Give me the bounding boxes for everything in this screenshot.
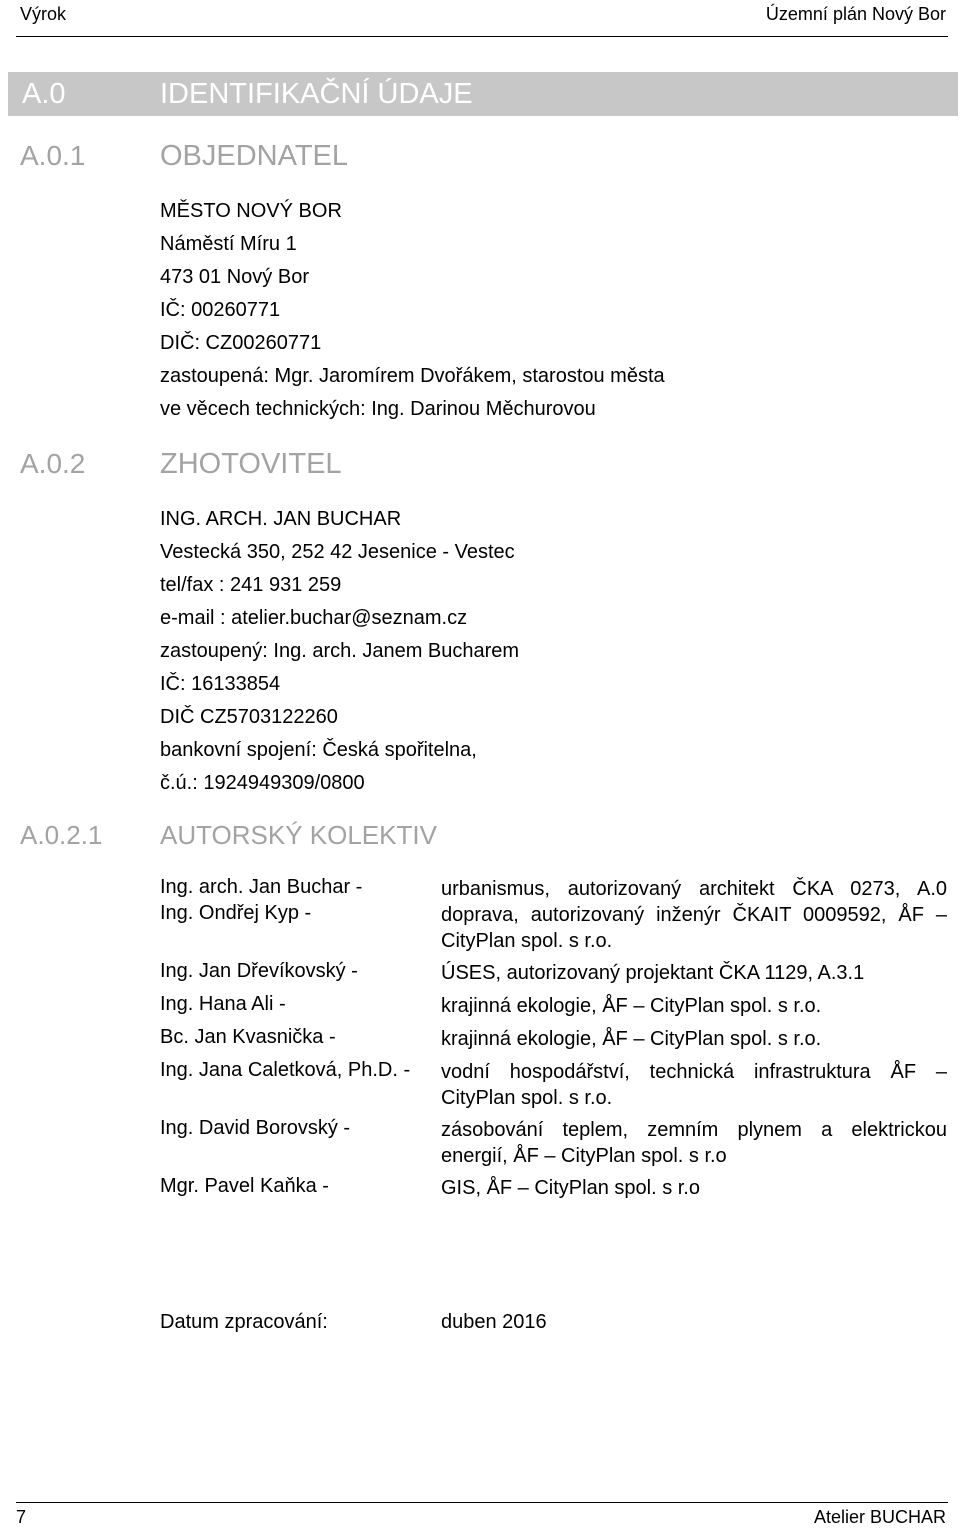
- zhotovitel-line: ING. ARCH. JAN BUCHAR: [160, 508, 402, 530]
- team-member-name: Ing. David Borovský -: [160, 1117, 351, 1139]
- datum-label: Datum zpracování:: [160, 1311, 328, 1333]
- team-member-name: Ing. Hana Ali -: [160, 993, 286, 1015]
- team-member-role: zásobování teplem, zemním plynem a elektrickou energií, ÅF – CityPlan spol. s r.o: [441, 1119, 947, 1167]
- section-title-objednatel: OBJEDNATEL: [160, 140, 349, 172]
- team-member-name: Ing. Jan Dřevíkovský -: [160, 960, 358, 982]
- zhotovitel-line: Vestecká 350, 252 42 Jesenice - Vestec: [160, 541, 515, 563]
- objednatel-line: MĚSTO NOVÝ BOR: [160, 200, 342, 222]
- zhotovitel-line: DIČ CZ5703122260: [160, 706, 338, 728]
- team-member-name: Ing. Jana Caletková, Ph.D. -: [160, 1059, 411, 1081]
- team-member-name: Mgr. Pavel Kaňka -: [160, 1175, 329, 1197]
- zhotovitel-line: č.ú.: 1924949309/0800: [160, 772, 365, 794]
- page-number: 7: [16, 1507, 27, 1527]
- zhotovitel-line: zastoupený: Ing. arch. Janem Bucharem: [160, 640, 520, 662]
- objednatel-line: zastoupená: Mgr. Jaromírem Dvořákem, starostou města: [160, 365, 665, 387]
- running-header: [16, 0, 948, 37]
- header-left-text: Výrok: [20, 4, 67, 24]
- main-heading-number: A.0: [22, 78, 66, 110]
- team-member-name: Ing. Ondřej Kyp -: [160, 902, 312, 924]
- zhotovitel-line: tel/fax : 241 931 259: [160, 574, 342, 596]
- footer-right-text: Atelier BUCHAR: [813, 1507, 946, 1527]
- objednatel-line: Náměstí Míru 1: [160, 233, 297, 255]
- team-member-role: krajinná ekologie, ÅF – CityPlan spol. s r.o.: [441, 995, 822, 1017]
- zhotovitel-line: IČ: 16133854: [160, 673, 281, 695]
- header-right-text: Územní plán Nový Bor: [765, 4, 946, 24]
- main-heading-title: IDENTIFIKAČNÍ ÚDAJE: [160, 78, 473, 110]
- team-member-role: vodní hospodářství, technická infrastruktura ÅF – CityPlan spol. s r.o.: [441, 1061, 947, 1109]
- team-member-role: urbanismus, autorizovaný architekt ČKA 0273, A.0: [441, 878, 947, 900]
- section-number-kolektiv: A.0.2.1: [20, 820, 103, 850]
- section-number-zhotovitel: A.0.2: [20, 448, 86, 479]
- section-number-objednatel: A.0.1: [20, 140, 86, 171]
- team-member-name: Bc. Jan Kvasnička -: [160, 1026, 336, 1048]
- objednatel-line: ve věcech technických: Ing. Darinou Měchurovou: [160, 398, 596, 420]
- main-heading-bar: [8, 72, 958, 116]
- team-member-role: ÚSES, autorizovaný projektant ČKA 1129, A.3.1: [441, 962, 865, 984]
- team-member-role: krajinná ekologie, ÅF – CityPlan spol. s r.o.: [441, 1028, 822, 1050]
- datum-value: duben 2016: [441, 1311, 547, 1333]
- team-member-role: GIS, ÅF – CityPlan spol. s r.o: [441, 1177, 700, 1199]
- section-title-zhotovitel: ZHOTOVITEL: [160, 448, 342, 480]
- zhotovitel-line: bankovní spojení: Česká spořitelna,: [160, 739, 477, 761]
- footer-divider: [16, 1502, 948, 1503]
- objednatel-line: DIČ: CZ00260771: [160, 332, 322, 354]
- section-title-kolektiv: AUTORSKÝ KOLEKTIV: [160, 820, 437, 850]
- objednatel-line: IČ: 00260771: [160, 299, 281, 321]
- team-member-name: Ing. arch. Jan Buchar -: [160, 876, 363, 898]
- zhotovitel-email: e-mail : atelier.buchar@seznam.cz: [160, 607, 468, 629]
- objednatel-line: 473 01 Nový Bor: [160, 266, 309, 288]
- team-member-role: doprava, autorizovaný inženýr ČKAIT 0009592, ÅF – CityPlan spol. s r.o.: [441, 904, 947, 952]
